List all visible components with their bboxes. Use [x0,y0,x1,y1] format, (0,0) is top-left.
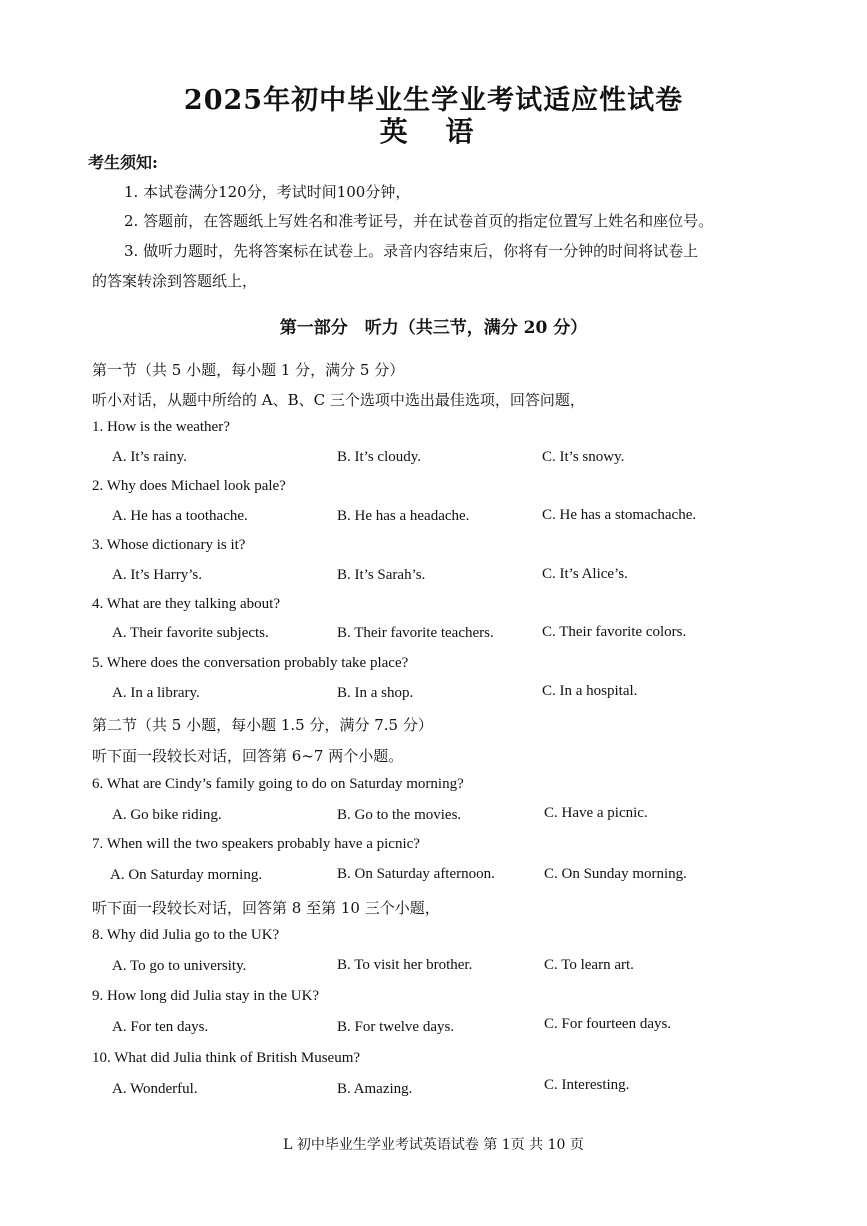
question-2-option-c: C. He has a stomachache. [542,507,697,523]
section2-instruction-2: 听下面一段较长对话，回答第 8 至第 10 三个小题， [92,899,440,917]
question-5: 5. Where does the conversation probably take place? [92,655,409,671]
notice-heading: 考生须知: [88,153,158,172]
notice-item-3: 3. 做听力题时，先将答案标在试卷上。录音内容结束后，你将有一分钟的时间将试卷上 [124,242,699,260]
question-9-option-c: C. For fourteen days. [544,1016,672,1032]
question-7-option-b: B. On Saturday afternoon. [337,866,495,882]
question-3-option-c: C. It’s Alice’s. [542,566,628,582]
question-2: 2. Why does Michael look pale? [92,478,286,494]
question-4-option-c: C. Their favorite colors. [542,624,687,640]
part1-heading: 第一部分 听力（共三节，满分 20 分） [279,318,588,338]
question-6-option-c: C. Have a picnic. [544,805,648,821]
question-9: 9. How long did Julia stay in the UK? [92,988,320,1004]
section2-instruction-1: 听下面一段较长对话，回答第 6~7 两个小题。 [92,747,404,765]
question-9-option-b: B. For twelve days. [337,1019,455,1035]
notice-item-2: 2. 答题前，在答题纸上写姓名和准考证号，并在试卷首页的指定位置写上姓名和座位号。 [124,212,714,230]
question-2-option-a: A. He has a toothache. [112,508,248,524]
question-1-option-c: C. It’s snowy. [542,449,625,465]
notice-item-3-cont: 的答案转涂到答题纸上， [92,272,258,290]
question-3: 3. Whose dictionary is it? [92,537,246,553]
question-1-option-a: A. It’s rainy. [112,449,187,465]
notice-item-1: 1. 本试卷满分120分，考试时间100分钟， [124,183,411,201]
question-7-option-c: C. On Sunday morning. [544,866,687,882]
question-7: 7. When will the two speakers probably have a picnic? [92,836,420,852]
question-6-option-a: A. Go bike riding. [112,807,222,823]
question-2-option-b: B. He has a headache. [337,508,470,524]
question-1: 1. How is the weather? [92,419,230,435]
question-5-option-b: B. In a shop. [337,685,414,701]
question-4-option-b: B. Their favorite teachers. [337,625,494,641]
question-8-option-b: B. To visit her brother. [337,957,473,973]
exam-title: 2025年初中毕业生学业考试适应性试卷 [183,85,684,116]
question-8: 8. Why did Julia go to the UK? [92,927,280,943]
question-1-option-b: B. It’s cloudy. [337,449,422,465]
question-8-option-c: C. To learn art. [544,957,634,973]
section2-heading: 第二节（共 5 小题，每小题 1.5 分，满分 7.5 分） [92,716,433,734]
question-5-option-a: A. In a library. [112,685,200,701]
page-footer: L 初中毕业生学业考试英语试卷 第 1页 共 10 页 [283,1137,584,1153]
section1-heading: 第一节（共 5 小题，每小题 1 分，满分 5 分） [92,361,405,379]
question-3-option-a: A. It’s Harry’s. [112,567,202,583]
question-6: 6. What are Cindy’s family going to do on Saturday morning? [92,776,464,792]
question-7-option-a: A. On Saturday morning. [110,867,263,883]
question-6-option-b: B. Go to the movies. [337,807,462,823]
section1-instruction: 听小对话，从题中所给的 A、B、C 三个选项中选出最佳选项，回答问题， [92,391,585,409]
question-10-option-b: B. Amazing. [337,1081,413,1097]
question-10-option-a: A. Wonderful. [112,1081,198,1097]
question-10: 10. What did Julia think of British Museum? [92,1050,361,1066]
question-9-option-a: A. For ten days. [112,1019,209,1035]
question-10-option-c: C. Interesting. [544,1077,630,1093]
question-5-option-c: C. In a hospital. [542,683,638,699]
question-8-option-a: A. To go to university. [112,958,247,974]
question-4: 4. What are they talking about? [92,596,280,612]
question-3-option-b: B. It’s Sarah’s. [337,567,426,583]
question-4-option-a: A. Their favorite subjects. [112,625,269,641]
subject-title: 英 语 [379,115,488,148]
